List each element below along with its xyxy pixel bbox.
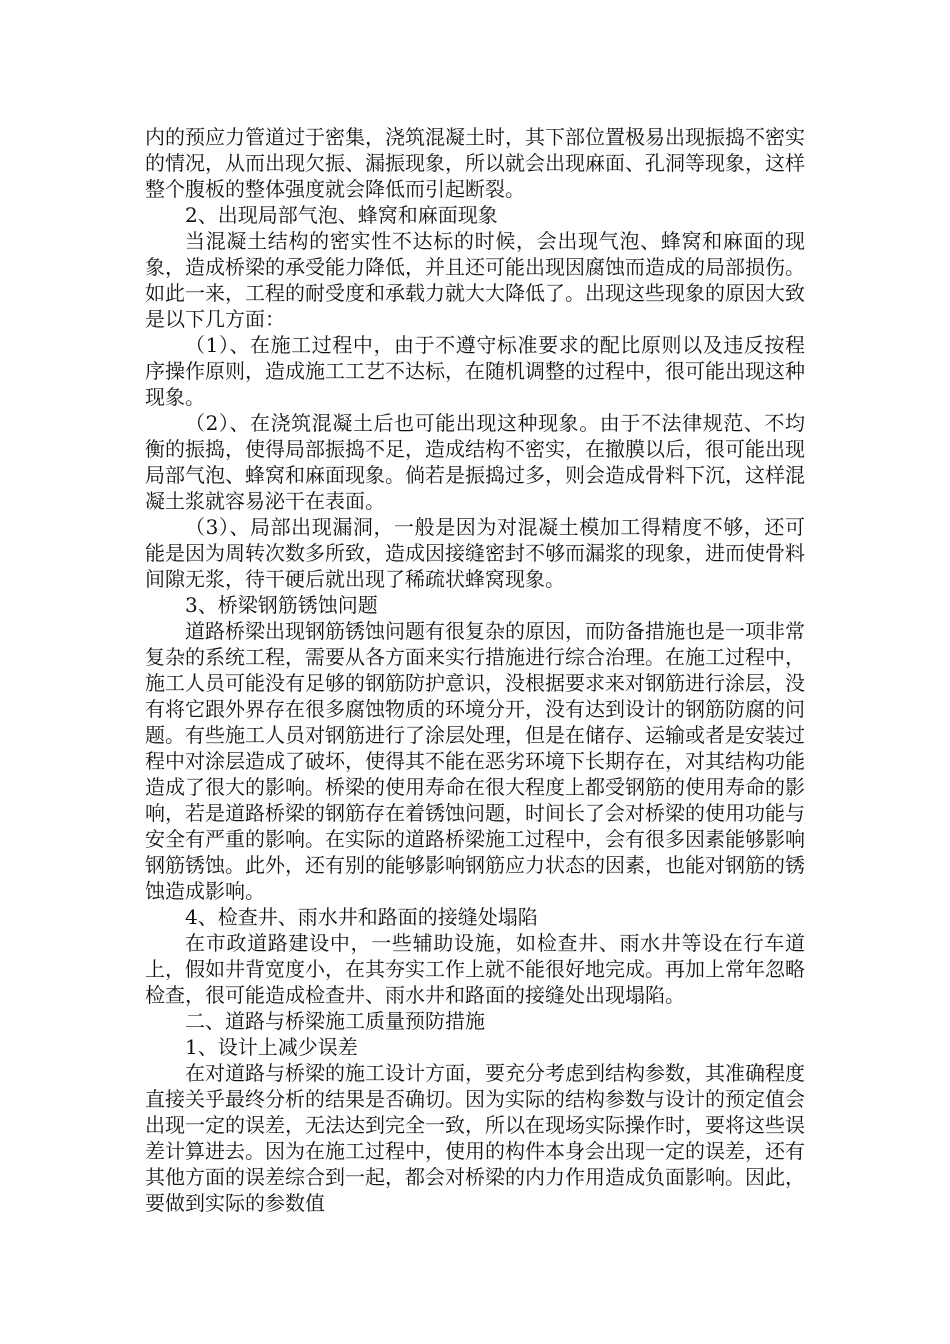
body-paragraph: 在对道路与桥梁的施工设计方面，要充分考虑到结构参数，其准确程度直接关乎最终分析的结果是否确切。因为实际的结构参数与设计的预定值会出现一定的误差，无法达到完全一致，所以在现场实际操作时，要将这些误差计算进去。因为在施工过程中，使用的构件本身会出现一定的误差，还有其他方面的误差综合到一起，都会对桥梁的内力作用造成负面影响。因此，要做到实际的参数值 — [145, 1061, 805, 1215]
body-paragraph: 道路桥梁出现钢筋锈蚀问题有很复杂的原因，而防备措施也是一项非常复杂的系统工程，需要从各方面来实行措施进行综合治理。在施工过程中，施工人员可能没有足够的钢筋防护意识，没根据要求来对钢筋进行涂层，没有将它跟外界存在很多腐蚀物质的环境分开，没有达到设计的钢筋防腐的问题。有些施工人员对钢筋进行了涂层处理，但是在储存、运输或者是安装过程中对涂层造成了破坏，使得其不能在恶劣环境下长期存在，对其结构功能造成了很大的影响。桥梁的使用寿命在很大程度上都受钢筋的使用寿命的影响，若是道路桥梁的钢筋存在着锈蚀问题，时间长了会对桥梁的使用功能与安全有严重的影响。在实际的道路桥梁施工过程中，会有很多因素能够影响钢筋锈蚀。此外，还有别的能够影响钢筋应力状态的因素，也能对钢筋的锈蚀造成影响。 — [145, 619, 805, 903]
body-paragraph: 在市政道路建设中，一些辅助设施，如检查井、雨水井等设在行车道上，假如井背宽度小，在其夯实工作上就不能很好地完成。再加上常年忽略检查，很可能造成检查井、雨水井和路面的接缝处出现塌陷。 — [145, 931, 805, 1007]
section-heading: 3、桥梁钢筋锈蚀问题 — [185, 593, 378, 617]
list-item-paragraph: （3）、局部出现漏洞，一般是因为对混凝土模加工得精度不够，还可能是因为周转次数多所致，造成因接缝密封不够而漏浆的现象，进而使骨料间隙无浆，待干硬后就出现了稀疏状蜂窝现象。 — [145, 515, 805, 591]
document-body — [145, 124, 805, 1216]
section-heading: 2、出现局部气泡、蜂窝和麻面现象 — [185, 203, 498, 227]
list-item-paragraph: （2）、在浇筑混凝土后也可能出现这种现象。由于不法律规范、不均衡的振捣，使得局部振捣不足，造成结构不密实，在撤膜以后，很可能出现局部气泡、蜂窝和麻面现象。倘若是振捣过多，则会造成骨料下沉，这样混凝土浆就容易泌干在表面。 — [145, 411, 805, 513]
body-paragraph: 内的预应力管道过于密集，浇筑混凝土时，其下部位置极易出现振捣不密实的情况，从而出现欠振、漏振现象，所以就会出现麻面、孔洞等现象，这样整个腹板的整体强度就会降低而引起断裂。 — [145, 125, 805, 201]
section-heading: 1、设计上减少误差 — [185, 1035, 358, 1059]
body-paragraph: 当混凝土结构的密实性不达标的时候，会出现气泡、蜂窝和麻面的现象，造成桥梁的承受能力降低，并且还可能出现因腐蚀而造成的局部损伤。如此一来，工程的耐受度和承载力就大大降低了。出现这些现象的原因大致是以下几方面： — [145, 229, 805, 331]
list-item-paragraph: （1）、在施工过程中，由于不遵守标准要求的配比原则以及违反按程序操作原则，造成施工工艺不达标，在随机调整的过程中，很可能出现这种现象。 — [145, 333, 805, 409]
section-heading: 4、检查井、雨水井和路面的接缝处塌陷 — [185, 905, 538, 929]
chapter-heading: 二、道路与桥梁施工质量预防措施 — [185, 1009, 485, 1033]
